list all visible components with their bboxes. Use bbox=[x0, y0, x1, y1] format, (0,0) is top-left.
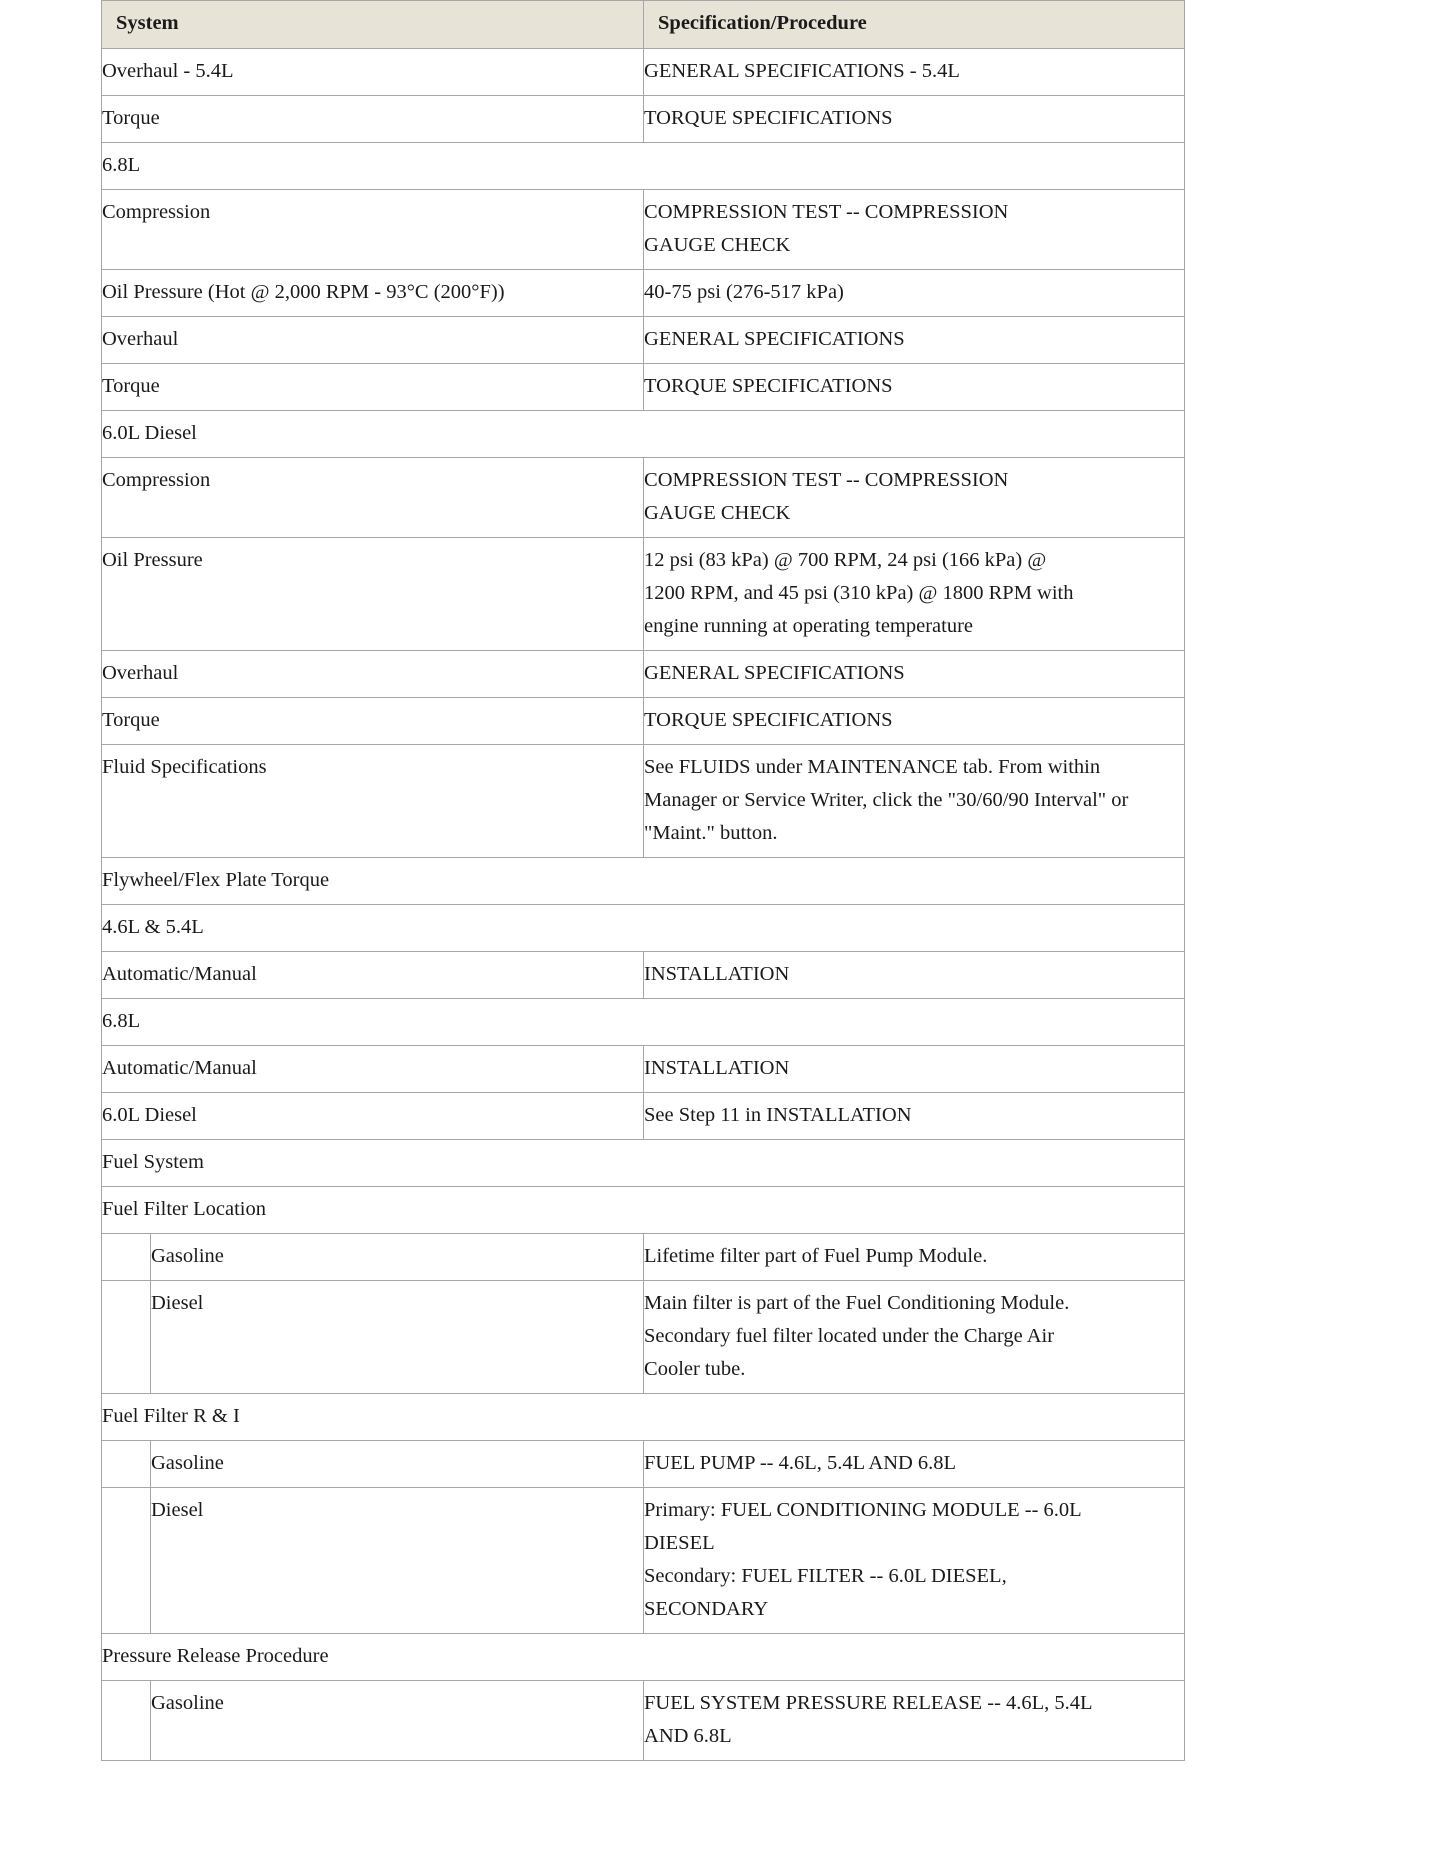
table-row bbox=[102, 538, 1185, 651]
spec-cell bbox=[644, 745, 1185, 858]
table-group-row bbox=[102, 1140, 1185, 1187]
table-group-row bbox=[102, 1394, 1185, 1441]
table-group-row bbox=[102, 411, 1185, 458]
table-row bbox=[102, 96, 1185, 143]
system-cell: 6.0L Diesel bbox=[102, 1093, 644, 1140]
table-row bbox=[102, 1046, 1185, 1093]
specifications-table bbox=[101, 0, 1185, 1761]
spec-line: DIESEL bbox=[644, 1532, 715, 1554]
table-group-row bbox=[102, 143, 1185, 190]
table-header bbox=[102, 1, 1185, 49]
table-row bbox=[102, 651, 1185, 698]
header-spec: Specification/Procedure bbox=[644, 1, 1185, 49]
table-row bbox=[102, 270, 1185, 317]
table-row bbox=[102, 745, 1185, 858]
spec-cell bbox=[644, 190, 1185, 270]
system-cell: Gasoline bbox=[151, 1234, 644, 1281]
spec-line: FUEL SYSTEM PRESSURE RELEASE -- 4.6L, 5.4L bbox=[644, 1692, 1093, 1714]
spec-cell: INSTALLATION bbox=[644, 952, 1185, 999]
spec-cell: GENERAL SPECIFICATIONS bbox=[644, 317, 1185, 364]
table-row bbox=[102, 1488, 1185, 1634]
spec-cell bbox=[644, 1488, 1185, 1634]
spec-line: GAUGE CHECK bbox=[644, 502, 791, 524]
spec-line: "Maint." button. bbox=[644, 822, 778, 844]
system-cell: Torque bbox=[102, 364, 644, 411]
system-cell: Torque bbox=[102, 698, 644, 745]
table-row bbox=[102, 1234, 1185, 1281]
spec-line: Manager or Service Writer, click the "30/60/90 Interval" or bbox=[644, 789, 1129, 811]
group-heading-cell: Fuel Filter Location bbox=[102, 1187, 1185, 1234]
system-cell: Overhaul - 5.4L bbox=[102, 49, 644, 96]
table-row bbox=[102, 1281, 1185, 1394]
header-system: System bbox=[102, 1, 644, 49]
group-heading-cell: Fuel System bbox=[102, 1140, 1185, 1187]
spec-cell: TORQUE SPECIFICATIONS bbox=[644, 364, 1185, 411]
system-cell: Compression bbox=[102, 458, 644, 538]
spec-cell bbox=[644, 1681, 1185, 1761]
system-cell: Automatic/Manual bbox=[102, 1046, 644, 1093]
spec-cell: INSTALLATION bbox=[644, 1046, 1185, 1093]
spec-cell: 40-75 psi (276-517 kPa) bbox=[644, 270, 1185, 317]
spec-cell bbox=[644, 1281, 1185, 1394]
indent-gutter-cell bbox=[102, 1681, 151, 1761]
system-cell: Overhaul bbox=[102, 317, 644, 364]
table-group-row bbox=[102, 999, 1185, 1046]
system-cell: Torque bbox=[102, 96, 644, 143]
spec-cell bbox=[644, 538, 1185, 651]
group-heading-cell: 6.8L bbox=[102, 143, 1185, 190]
table-group-row bbox=[102, 905, 1185, 952]
spec-cell: GENERAL SPECIFICATIONS bbox=[644, 651, 1185, 698]
spec-line: See FLUIDS under MAINTENANCE tab. From within bbox=[644, 756, 1101, 778]
spec-line: GAUGE CHECK bbox=[644, 234, 791, 256]
table-row bbox=[102, 1441, 1185, 1488]
spec-line: COMPRESSION TEST -- COMPRESSION bbox=[644, 469, 1009, 491]
table-body bbox=[102, 49, 1185, 1761]
group-heading-cell: Pressure Release Procedure bbox=[102, 1634, 1185, 1681]
indent-gutter-cell bbox=[102, 1234, 151, 1281]
indent-gutter-cell bbox=[102, 1488, 151, 1634]
table-group-row bbox=[102, 858, 1185, 905]
group-heading-cell: 6.0L Diesel bbox=[102, 411, 1185, 458]
group-heading-cell: 4.6L & 5.4L bbox=[102, 905, 1185, 952]
group-heading-cell: 6.8L bbox=[102, 999, 1185, 1046]
system-cell: Diesel bbox=[151, 1488, 644, 1634]
system-cell: Overhaul bbox=[102, 651, 644, 698]
spec-cell: Lifetime filter part of Fuel Pump Module. bbox=[644, 1234, 1185, 1281]
system-cell: Fluid Specifications bbox=[102, 745, 644, 858]
table-row bbox=[102, 49, 1185, 96]
header-row bbox=[102, 1, 1185, 49]
system-cell: Automatic/Manual bbox=[102, 952, 644, 999]
table-row bbox=[102, 698, 1185, 745]
table-group-row bbox=[102, 1634, 1185, 1681]
table-row bbox=[102, 458, 1185, 538]
spec-line: AND 6.8L bbox=[644, 1725, 732, 1747]
spec-cell: See Step 11 in INSTALLATION bbox=[644, 1093, 1185, 1140]
table-row bbox=[102, 317, 1185, 364]
system-cell: Oil Pressure (Hot @ 2,000 RPM - 93°C (200°F)) bbox=[102, 270, 644, 317]
table-row bbox=[102, 1681, 1185, 1761]
spec-cell: TORQUE SPECIFICATIONS bbox=[644, 96, 1185, 143]
spec-line: 12 psi (83 kPa) @ 700 RPM, 24 psi (166 kPa) @ bbox=[644, 549, 1047, 571]
spec-line: Main filter is part of the Fuel Conditioning Module. bbox=[644, 1292, 1070, 1314]
group-heading-cell: Flywheel/Flex Plate Torque bbox=[102, 858, 1185, 905]
spec-line: 1200 RPM, and 45 psi (310 kPa) @ 1800 RPM with bbox=[644, 582, 1074, 604]
table-row bbox=[102, 190, 1185, 270]
spec-line: Primary: FUEL CONDITIONING MODULE -- 6.0L bbox=[644, 1499, 1082, 1521]
spec-line: COMPRESSION TEST -- COMPRESSION bbox=[644, 201, 1009, 223]
spec-cell: TORQUE SPECIFICATIONS bbox=[644, 698, 1185, 745]
table-row bbox=[102, 1093, 1185, 1140]
system-cell: Gasoline bbox=[151, 1681, 644, 1761]
spec-cell bbox=[644, 458, 1185, 538]
spec-line: Secondary fuel filter located under the Charge Air bbox=[644, 1325, 1055, 1347]
spec-line: engine running at operating temperature bbox=[644, 615, 974, 637]
table-group-row bbox=[102, 1187, 1185, 1234]
indent-gutter-cell bbox=[102, 1441, 151, 1488]
spec-cell: FUEL PUMP -- 4.6L, 5.4L AND 6.8L bbox=[644, 1441, 1185, 1488]
spec-line: Secondary: FUEL FILTER -- 6.0L DIESEL, bbox=[644, 1565, 1007, 1587]
system-cell: Diesel bbox=[151, 1281, 644, 1394]
table-row bbox=[102, 952, 1185, 999]
spec-cell: GENERAL SPECIFICATIONS - 5.4L bbox=[644, 49, 1185, 96]
spec-line: SECONDARY bbox=[644, 1598, 769, 1620]
spec-line: Cooler tube. bbox=[644, 1358, 746, 1380]
indent-gutter-cell bbox=[102, 1281, 151, 1394]
table-row bbox=[102, 364, 1185, 411]
system-cell: Compression bbox=[102, 190, 644, 270]
system-cell: Oil Pressure bbox=[102, 538, 644, 651]
system-cell: Gasoline bbox=[151, 1441, 644, 1488]
group-heading-cell: Fuel Filter R & I bbox=[102, 1394, 1185, 1441]
